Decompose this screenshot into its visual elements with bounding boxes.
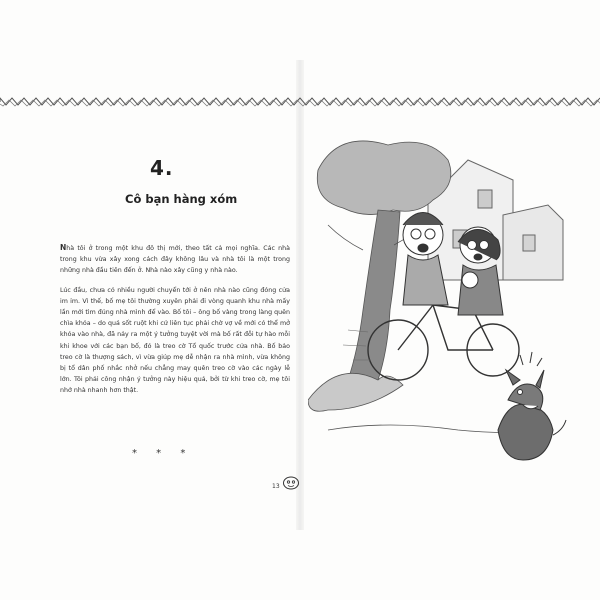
dropcap: N	[60, 243, 67, 252]
chapter-title: Cô bạn hàng xóm	[125, 192, 238, 206]
paragraph-2-text: Lúc đầu, chưa có nhiều người chuyển tới ở nên nhà nào cũng đóng cửa im ỉm. Vì thế, bố mẹ tôi thường xuyên phải đi vòng quanh khu nhà mấy lần mới tìm đúng nhà mình để vào. Bố tôi – ông bố vàng trong làng quên chìa khóa – do quá sốt ruột khi cứ liên tục phải chờ vợ về mới có thể mở khóa vào nhà, đã nảy ra một ý tưởng tuyệt vời mà bố rất đỗi tự hào mỗi khi khoe với các bạn bố, đó là treo cờ Tổ quốc trước cửa nhà. Bố bảo treo cờ là thượng sách, vì vừa giúp mẹ dễ nhận ra nhà mình, vừa không bị tổ dân phố nhắc nhở nếu chẳng may quên treo cờ vào các ngày lễ lớn. Tôi phải công nhận ý tưởng này hiệu quả, bởi từ khi treo cờ, mẹ tôi nhớ nhà nhanh hơn thật.	[60, 286, 290, 395]
paragraph-1	[60, 242, 290, 277]
children-on-bicycle-dog-illustration	[308, 130, 570, 470]
book-gutter	[296, 60, 304, 530]
paragraph-1-text: hà tôi ở trong một khu đô thị mới, theo tất cả mọi nghĩa. Các nhà trong khu vừa xây xong cách đây không lâu và nhà tôi là một trong những nhà đầu tiên đến ở. Nhà nào xây cũng y nhà nào.	[60, 245, 290, 275]
page-number: 13	[272, 483, 280, 490]
decorative-zigzag-border	[0, 92, 600, 112]
section-break: * * *	[132, 448, 194, 459]
paragraph-2	[60, 285, 290, 397]
chapter-number: 4.	[150, 156, 174, 180]
smiley-face-icon	[282, 476, 300, 490]
chapter-body	[60, 242, 290, 405]
